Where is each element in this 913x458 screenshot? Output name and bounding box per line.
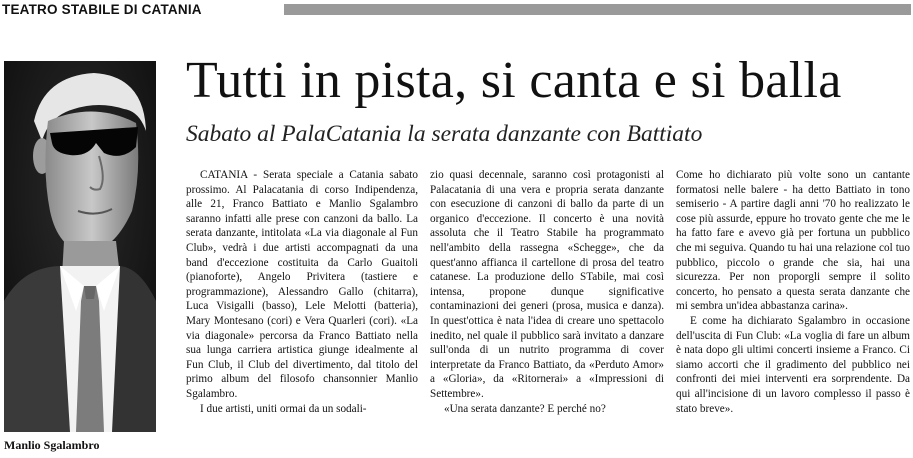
article-paragraph: «Una serata danzante? E perché no? xyxy=(444,402,606,415)
article-column-1 xyxy=(186,168,418,458)
article-headline: Tutti in pista, si canta e si balla xyxy=(186,52,842,109)
article-column-3 xyxy=(676,168,910,458)
article-paragraph: CATANIA - Serata speciale a Catania sabato prossimo. Al Palacatania di corso Indipendenza, alle 21, Franco Battiato e Manlio Sgalambro saranno infatti alle prese con canzoni da ballo. La serata danzante, intitolata «La via diagonale al Fun Club», vedrà i due artisti accompagnati da una band d'eccezione costituita da Carlo Guaitoli (pianoforte), Angelo Privitera (tastiere e programmazione), Alessandro Gallo (chitarra), Luca Visigalli (basso), Lele Melotti (batteria), Mary Montesano (cori) e Vera Quarleri (cori). «La via diagonale» percorsa da Franco Battiato nella sua lunga carriera artistica giunge idealmente al Fun Club, il Club del divertimento, dal titolo del primo album del filosofo chansonnier Manlio Sgalambro. xyxy=(186,169,418,400)
photo-caption: Manlio Sgalambro xyxy=(4,438,100,452)
article-paragraph: zio quasi decennale, saranno così protagonisti al Palacatania di una vera e propria serata danzante con esecuzione di canzoni di ballo da parte di un organico d'eccezione. Il concerto è una novità assoluta che il Teatro Stabile ha programmato nell'ambito della rassegna «Schegge», che da quest'anno affianca il cartellone di prosa del teatro catanese. La produzione dello STabile, mai così intensa, propone dunque significative contaminazioni dei generi (prosa, musica e danza). In quest'ottica è nata l'idea di creare uno spettacolo inedito, nel quale il pubblico sarà invitato a danzare sull'onda di un nutrito programma di cover interpretate da Franco Battiato, da «Perduto Amor» a «Gloria», da «Ritornerai» a «Impressioni di Settembre». xyxy=(430,169,664,400)
article-subheadline: Sabato al PalaCatania la serata danzante con Battiato xyxy=(186,121,703,147)
portrait-photo xyxy=(4,61,156,432)
article-column-2 xyxy=(430,168,664,458)
portrait-illustration xyxy=(4,61,156,432)
article-paragraph: Come ho dichiarato più volte sono un cantante formatosi nelle balere - ha detto Battiato in tono semiserio - A partire dagli anni '70 ho realizzato le cose più assurde, eppure ho trovato gente che me le ha fatto fare e avevo già per fortuna un pubblico che mi seguiva. Quando tu hai una relazione col tuo pubblico, piccolo o grande che sia, hai una sicurezza. Per non proporgli sempre il solito concerto, ho pensato a questa serata danzante che mi sembra un'idea abbastanza carina». xyxy=(676,169,910,313)
section-rule xyxy=(284,4,911,15)
section-header xyxy=(0,0,913,20)
section-label: TEATRO STABILE DI CATANIA xyxy=(2,2,202,17)
article-paragraph: E come ha dichiarato Sgalambro in occasione dell'uscita di Fun Club: «La voglia di fare un album è nata dopo gli ultimi concerti insieme a Franco. Ci siamo accorti che il gradimento del pubblico nei confronti dei miei interventi era sorprendente. Da qui all'incisione di un lavoro complesso il passo è stato breve». xyxy=(676,314,910,415)
article-paragraph: I due artisti, uniti ormai da un sodali- xyxy=(200,402,367,415)
